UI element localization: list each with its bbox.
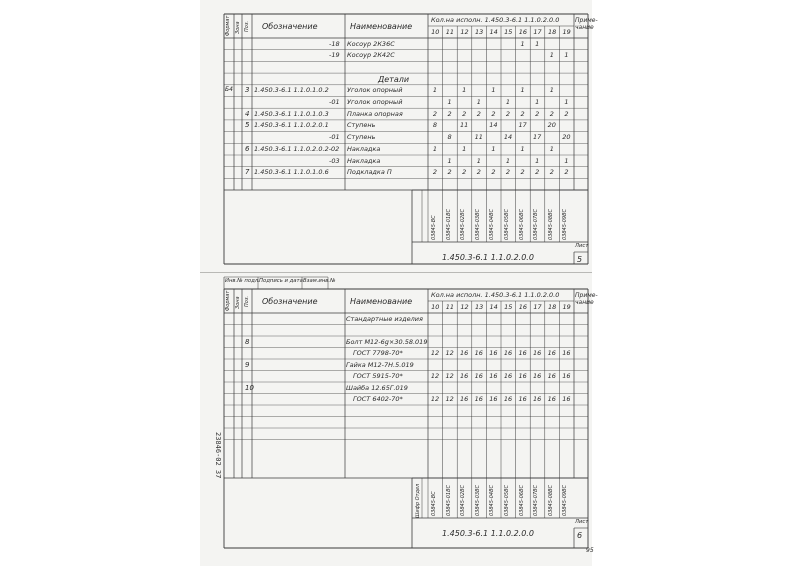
qty-cell: 2 [535, 168, 540, 177]
name-cell: Подкладка П [347, 168, 392, 177]
variant-header: 17 [533, 28, 542, 36]
name-cell: Косоур 2К42С [347, 51, 395, 60]
variant-header: 12 [460, 28, 469, 36]
qty-cell: 2 [505, 168, 511, 177]
stamp-code: 03845-ВС [431, 215, 437, 240]
stamp-code: 03845-07ВС [533, 485, 540, 516]
stamp-code: 03845-06ВС [518, 209, 525, 240]
qty-cell: 2 [432, 109, 438, 118]
variant-header: 15 [504, 303, 513, 311]
qty-cell: 12 [430, 395, 440, 403]
sheet-label: Лист [575, 243, 589, 249]
qty-cell: 1 [520, 86, 525, 95]
qty-cell: 2 [564, 109, 569, 118]
pos-cell: 4 [245, 109, 250, 118]
variant-header: 19 [562, 28, 571, 36]
qty-cell: 2 [447, 168, 452, 177]
format-cell: Б4 [225, 86, 233, 94]
variant-header: 10 [431, 303, 440, 311]
qty-cell: 16 [503, 349, 513, 357]
qty-cell: 1 [549, 144, 554, 153]
qty-cell: 2 [476, 168, 481, 177]
stamp-code: 03845-01ВС [445, 485, 452, 516]
qty-cell: 1 [462, 86, 467, 95]
stamp-code: 03845-08ВС [547, 209, 554, 240]
note-header: Приме-чание [575, 292, 598, 306]
qty-cell: 16 [547, 349, 556, 357]
designation-cell: 1.450.3-6.1 1.1.0.2.0.2-02 [254, 144, 340, 153]
qty-cell: 1 [447, 98, 452, 106]
qty-cell: 16 [489, 372, 498, 380]
approval-inv: Инв.№ подл. [225, 278, 260, 284]
qty-cell: 2 [476, 109, 481, 118]
stamp-code: 03845-03ВС [474, 485, 481, 516]
name-cell: Ступень [347, 121, 376, 130]
margin-code: 23846-02 37 [214, 432, 222, 479]
stamp-code: 03845-05ВС [504, 209, 510, 240]
name-cell: ГОСТ 7798-70* [353, 349, 403, 357]
designation-cell: 1.450.3-6.1 1.1.0.1.0.2 [254, 86, 329, 95]
qty-cell: 14 [503, 133, 513, 142]
qty-cell: 16 [518, 372, 527, 380]
sheet-number: 6 [577, 531, 583, 540]
qty-cell: 2 [564, 168, 569, 177]
qty-cell: 2 [520, 109, 525, 118]
qty-cell: 11 [474, 133, 483, 142]
name-header: Наименование [350, 22, 413, 31]
variant-header: 15 [504, 28, 513, 36]
stamp-code: 03845-02ВС [460, 485, 467, 516]
name-cell: ГОСТ 5915-70* [353, 372, 403, 380]
pos-header: Поз. [244, 20, 250, 32]
qty-header: Кол.на исполн. 1.450.3-6.1 1.1.0.2.0.0 [431, 291, 560, 299]
designation-cell: -01 [329, 133, 340, 142]
qty-cell: 16 [518, 395, 527, 403]
sheet-label: Лист [575, 519, 589, 525]
qty-cell: 16 [474, 372, 483, 380]
name-cell: Стандартные изделия [346, 314, 423, 323]
qty-cell: 1 [491, 86, 496, 95]
name-cell: ГОСТ 6402-70* [353, 395, 403, 403]
qty-cell: 1 [462, 144, 467, 153]
qty-cell: 16 [547, 395, 556, 403]
name-cell: Накладка [347, 144, 381, 153]
qty-cell: 1 [520, 39, 525, 48]
qty-cell: 2 [535, 109, 540, 118]
qty-cell: 1 [491, 144, 496, 153]
zone-header: Зона [235, 296, 241, 309]
variant-header: 11 [445, 303, 455, 311]
designation-cell: -18 [329, 39, 340, 48]
qty-cell: 1 [564, 98, 569, 106]
variant-header: 10 [431, 28, 440, 36]
stamp-side-label: Шифр Отдел [415, 483, 421, 518]
designation-cell: -01 [329, 98, 340, 106]
qty-cell: 1 [535, 156, 540, 165]
qty-cell: 1 [505, 98, 511, 106]
qty-cell: 14 [489, 121, 498, 130]
name-cell: Гайка М12-7Н.5.019 [346, 360, 414, 369]
qty-cell: 20 [562, 133, 571, 142]
note-header: Приме-чание [575, 17, 598, 31]
qty-cell: 2 [520, 168, 525, 177]
qty-cell: 12 [430, 349, 440, 357]
qty-cell: 20 [547, 121, 556, 130]
stamp-code: 03845-ВС [431, 491, 437, 516]
stamp-code: 03845-07ВС [533, 209, 540, 240]
document-number: 1.450.3-6.1 1.1.0.2.0.0 [442, 529, 534, 538]
qty-cell: 16 [547, 372, 556, 380]
variant-header: 12 [460, 303, 469, 311]
designation-header: Обозначение [262, 22, 318, 31]
name-cell: Уголок опорный [347, 86, 403, 95]
qty-cell: 1 [564, 156, 569, 165]
qty-cell: 16 [562, 395, 571, 403]
variant-header: 13 [474, 28, 484, 36]
name-cell: Косоур 2К36С [347, 39, 395, 48]
document-number: 1.450.3-6.1 1.1.0.2.0.0 [442, 253, 534, 262]
qty-cell: 1 [535, 98, 540, 106]
qty-cell: 16 [503, 395, 513, 403]
qty-cell: 17 [518, 121, 527, 130]
qty-cell: 16 [562, 349, 571, 357]
variant-header: 17 [533, 303, 542, 311]
qty-cell: 2 [491, 109, 496, 118]
approval-sign: Подпись и дата [259, 278, 303, 284]
qty-cell: 12 [430, 372, 440, 380]
name-cell: Болт М12-6g×30.58.019 [346, 337, 428, 346]
specification-page-6 [200, 272, 598, 566]
variant-header: 19 [562, 303, 571, 311]
stamp-code: 03845-04ВС [489, 209, 496, 240]
name-cell: Планка опорная [347, 109, 403, 118]
name-cell: Уголок опорный [347, 98, 403, 106]
qty-cell: 2 [491, 168, 496, 177]
qty-cell: 16 [533, 395, 542, 403]
document-sheet [200, 0, 598, 566]
stamp-code: 03845-03ВС [474, 209, 481, 240]
approval-replace: Взам.инв.№ [303, 278, 336, 284]
variant-header: 11 [445, 28, 455, 36]
sheet-number: 5 [577, 255, 583, 264]
designation-cell: 1.450.3-6.1 1.1.0.1.0.3 [254, 109, 329, 118]
qty-cell: 1 [549, 51, 554, 60]
pos-cell: 5 [245, 121, 250, 130]
stamp-code: 03845-04ВС [489, 485, 496, 516]
qty-cell: 16 [460, 349, 469, 357]
stamp-code: 03845-06ВС [518, 485, 525, 516]
qty-cell: 12 [445, 372, 454, 380]
designation-cell: -03 [329, 156, 340, 165]
qty-cell: 16 [533, 372, 542, 380]
qty-cell: 1 [476, 156, 481, 165]
variant-header: 14 [489, 28, 498, 36]
qty-cell: 2 [549, 168, 554, 177]
pos-cell: 8 [245, 337, 250, 346]
variant-header: 14 [489, 303, 498, 311]
name-cell: Ступень [347, 133, 376, 142]
zone-header: Зона [235, 21, 241, 34]
name-header: Наименование [350, 297, 413, 306]
qty-cell: 12 [445, 349, 454, 357]
qty-cell: 16 [503, 372, 513, 380]
qty-cell: 1 [549, 86, 554, 95]
qty-cell: 16 [474, 395, 483, 403]
qty-cell: 1 [535, 39, 540, 48]
qty-cell: 1 [432, 86, 438, 95]
qty-cell: 1 [432, 144, 438, 153]
qty-cell: 16 [518, 349, 527, 357]
format-header: Формат [225, 290, 231, 311]
qty-cell: 16 [489, 395, 498, 403]
stamp-code: 03845-09ВС [562, 209, 569, 240]
qty-cell: 16 [474, 349, 483, 357]
name-cell: Накладка [347, 156, 381, 165]
stamp-code: 03845-05ВС [504, 485, 510, 516]
pos-cell: 9 [245, 360, 250, 369]
qty-cell: 8 [432, 121, 438, 130]
qty-cell: 12 [445, 395, 454, 403]
qty-cell: 1 [447, 156, 452, 165]
variant-header: 16 [518, 28, 528, 36]
qty-cell: 1 [476, 98, 481, 106]
name-cell: Шайба 12.65Г.019 [346, 383, 408, 392]
qty-cell: 16 [460, 372, 469, 380]
qty-cell: 16 [489, 349, 498, 357]
specification-page-5 [200, 0, 598, 273]
stamp-code: 03845-01ВС [445, 209, 452, 240]
name-cell: Детали [378, 74, 410, 84]
qty-cell: 16 [533, 349, 542, 357]
qty-cell: 2 [432, 168, 438, 177]
format-header: Формат [225, 15, 231, 36]
pos-cell: 3 [245, 86, 250, 95]
qty-cell: 8 [447, 133, 452, 142]
qty-cell: 16 [460, 395, 469, 403]
variant-header: 16 [518, 303, 528, 311]
qty-cell: 2 [462, 168, 467, 177]
variant-header: 18 [547, 303, 557, 311]
pos-cell: 7 [245, 168, 250, 177]
designation-cell: 1.450.3-6.1 1.1.0.2.0.1 [254, 121, 329, 130]
qty-cell: 1 [520, 144, 525, 153]
stamp-code: 03845-02ВС [460, 209, 467, 240]
qty-cell: 2 [549, 109, 554, 118]
qty-cell: 2 [462, 109, 467, 118]
designation-cell: -19 [329, 51, 340, 60]
variant-header: 13 [474, 303, 484, 311]
stamp-code: 03845-08ВС [547, 485, 554, 516]
qty-cell: 2 [505, 109, 511, 118]
designation-header: Обозначение [262, 297, 318, 306]
pos-cell: 6 [245, 144, 250, 153]
stamp-code: 03845-09ВС [562, 485, 569, 516]
pos-header: Поз. [244, 295, 250, 307]
qty-cell: 11 [460, 121, 469, 130]
qty-cell: 16 [562, 372, 571, 380]
corner-mark: 95 [586, 547, 594, 554]
pos-cell: 10 [245, 383, 254, 392]
variant-header: 18 [547, 28, 557, 36]
qty-header: Кол.на исполн. 1.450.3-6.1 1.1.0.2.0.0 [431, 16, 560, 24]
qty-cell: 2 [447, 109, 452, 118]
qty-cell: 1 [505, 156, 511, 165]
qty-cell: 17 [533, 133, 542, 142]
qty-cell: 1 [564, 51, 569, 60]
designation-cell: 1.450.3-6.1 1.1.0.1.0.6 [254, 168, 329, 177]
